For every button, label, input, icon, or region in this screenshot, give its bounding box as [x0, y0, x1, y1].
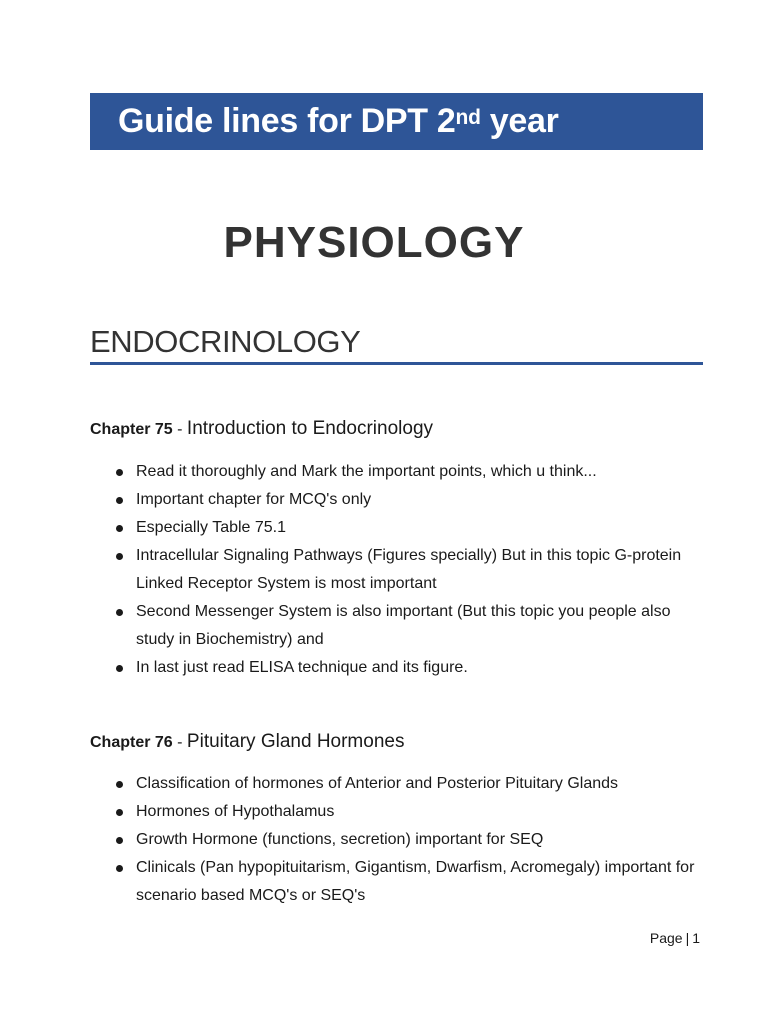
section-heading: ENDOCRINOLOGY	[90, 322, 703, 365]
list-item-text: Clinicals (Pan hypopituitarism, Gigantism, Dwarfism, Acromegaly) important for scenario based MCQ's or SEQ's	[136, 859, 695, 904]
bullet-icon	[116, 609, 123, 616]
chapter-heading	[90, 418, 433, 440]
bullet-icon	[116, 837, 123, 844]
page-footer	[650, 930, 700, 946]
chapter-separator: -	[172, 734, 187, 751]
list-item-text: Classification of hormones of Anterior and Posterior Pituitary Glands	[136, 775, 619, 792]
list-item-text: Second Messenger System is also important (But this topic you people also study in Biochemistry) and	[136, 603, 671, 648]
bullet-icon	[116, 553, 123, 560]
list-item	[90, 486, 700, 514]
page-number: 1	[692, 930, 700, 946]
chapter-number: Chapter 76	[90, 734, 173, 751]
list-item	[90, 514, 700, 542]
chapter-separator: -	[172, 421, 187, 438]
bullet-icon	[116, 865, 123, 872]
document-title-banner	[90, 93, 703, 150]
footer-divider: |	[685, 930, 690, 946]
list-item-text: In last just read ELISA technique and its figure.	[136, 659, 468, 676]
bullet-icon	[116, 469, 123, 476]
chapter-number: Chapter 75	[90, 421, 173, 438]
list-item-text: Read it thoroughly and Mark the important points, which u think...	[136, 463, 597, 480]
list-item-text: Especially Table 75.1	[136, 519, 287, 536]
list-item-text: Important chapter for MCQ's only	[136, 491, 372, 508]
list-item	[90, 458, 700, 486]
bullet-icon	[116, 525, 123, 532]
bullet-icon	[116, 781, 123, 788]
chapter-heading	[90, 731, 404, 753]
chapter-bullet-list	[90, 458, 700, 682]
chapter-bullet-list	[90, 770, 700, 910]
list-item	[90, 826, 700, 854]
title-superscript: nd	[455, 105, 481, 129]
list-item	[90, 542, 700, 598]
title-text: Guide lines for DPT 2	[118, 102, 456, 140]
list-item	[90, 798, 700, 826]
bullet-icon	[116, 497, 123, 504]
list-item	[90, 770, 700, 798]
title-suffix: year	[480, 102, 559, 140]
chapter-title: Introduction to Endocrinology	[186, 418, 434, 439]
list-item	[90, 598, 700, 654]
bullet-icon	[116, 665, 123, 672]
list-item	[90, 654, 700, 682]
list-item-text: Hormones of Hypothalamus	[136, 803, 335, 820]
bullet-icon	[116, 809, 123, 816]
list-item-text: Growth Hormone (functions, secretion) important for SEQ	[136, 831, 544, 848]
list-item-text: Intracellular Signaling Pathways (Figures specially) But in this topic G-protein Linked Receptor System is most important	[136, 547, 682, 592]
chapter-title: Pituitary Gland Hormones	[186, 731, 405, 752]
list-item	[90, 854, 700, 910]
subject-heading: PHYSIOLOGY	[223, 218, 525, 267]
page-label: Page	[649, 930, 683, 946]
